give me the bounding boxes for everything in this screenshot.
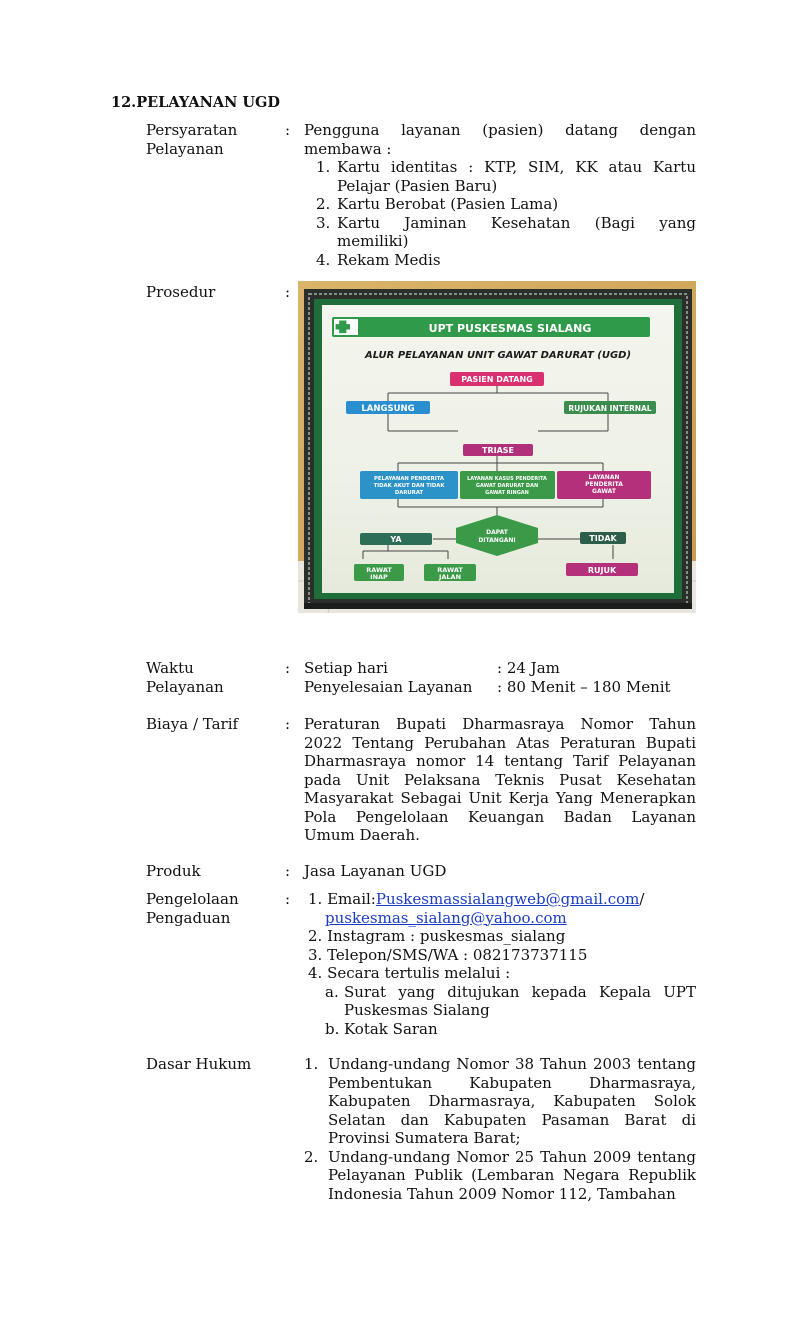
pengaduan-item-email: 1. Email:Puskesmassialangweb@gmail.com/ — [308, 890, 645, 908]
box3-line: PENDERITA — [585, 481, 623, 488]
produk-value: Jasa Layanan UGD — [304, 862, 447, 880]
rawat-jalan-line: RAWAT — [437, 566, 463, 574]
list-item: 1. Kartu identitas : KTP, SIM, KK atau Kartu Pelajar (Pasien Baru) — [316, 158, 696, 195]
dasar-hukum-list — [304, 1055, 696, 1203]
box2-line: GAWAT DARURAT DAN — [475, 483, 539, 489]
waktu-val-1: : 24 Jam — [497, 659, 560, 677]
pasien-datang-box: PASIEN DATANG — [461, 375, 533, 384]
list-item: 2. Undang-undang Nomor 25 Tahun 2009 tentang Pelayanan Publik (Lembaran Negara Republik Indonesia Tahun 2009 Nomor 112, Tambahan — [304, 1147, 696, 1203]
decision-line: DITANGANI — [478, 537, 516, 544]
box1-line: TIDAK AKUT DAN TIDAK — [373, 483, 445, 489]
box1-line: PELAYANAN PENDERITA — [373, 476, 445, 482]
produk-label: Produk — [146, 862, 201, 880]
pengaduan-item-tertulis: 4. Secara tertulis melalui : — [308, 964, 511, 982]
triase-box: TRIASE — [481, 446, 515, 455]
prosedur-label: Prosedur — [146, 283, 216, 301]
colon: : — [285, 659, 291, 677]
pengaduan-sub-b: b. Kotak Saran — [325, 1019, 438, 1038]
decision-line: DAPAT — [486, 529, 508, 536]
box3-line: LAYANAN — [588, 474, 620, 481]
email-link-gmail[interactable]: Puskesmassialangweb@gmail.com — [375, 890, 640, 908]
board-header: UPT PUSKESMAS SIALANG — [428, 322, 592, 335]
board-title: ALUR PELAYANAN UNIT GAWAT DARURAT (UGD) — [364, 350, 632, 361]
colon: : — [285, 715, 291, 733]
colon: : — [285, 890, 291, 908]
ugd-flowchart-board — [298, 281, 696, 613]
rawat-inap-line: RAWAT — [366, 566, 392, 574]
list-item: 2. Kartu Berobat (Pasien Lama) — [316, 195, 559, 213]
colon: : — [285, 121, 291, 139]
list-item: 1. Undang-undang Nomor 38 Tahun 2003 tentang Pembentukan Kabupaten Dharmasraya, Kabupaten Dharmasraya, Kabupaten Solok Selatan dan Kabupaten Pasaman Barat di Provinsi Sumatera Barat; — [304, 1055, 696, 1147]
waktu-key-1: Setiap hari — [304, 659, 388, 677]
list-item: 4. Rekam Medis — [316, 250, 441, 269]
langsung-box: LANGSUNG — [361, 404, 415, 414]
pengaduan-sub-a: a. Surat yang ditujukan kepada Kepala UPT Puskesmas Sialang — [325, 982, 696, 1019]
waktu-label: Waktu Pelayanan — [146, 659, 224, 696]
persyaratan-label: Persyaratan Pelayanan — [146, 121, 238, 158]
box2-line: GAWAT RINGAN — [485, 490, 529, 496]
ya-box: YA — [390, 535, 402, 544]
waktu-val-2: : 80 Menit – 180 Menit — [497, 678, 671, 696]
rujuk-box: RUJUK — [587, 566, 617, 575]
colon: : — [285, 862, 291, 880]
rawat-inap-line: INAP — [370, 573, 388, 581]
colon: : — [285, 283, 291, 301]
pengaduan-label: Pengelolaan Pengaduan — [146, 890, 239, 927]
rawat-jalan-line: JALAN — [438, 573, 462, 581]
flowchart-photo — [298, 281, 696, 613]
waktu-key-2: Penyelesaian Layanan — [304, 678, 473, 696]
dasar-hukum-label: Dasar Hukum — [146, 1055, 252, 1073]
biaya-value: Peraturan Bupati Dharmasraya Nomor Tahun 2022 Tentang Perubahan Atas Peraturan Bupati Dharmasraya nomor 14 tentang Tarif Pelayanan pada Unit Pelaksana Teknis Pusat Kesehatan Masyarakat Sebagai Unit Kerja Yang Menerapkan Pola Pengelolaan Keuangan Badan Layanan Umum Daerah. — [304, 715, 696, 844]
list-item: 3. Kartu Jaminan Kesehatan (Bagi yang memiliki) — [316, 213, 696, 250]
section-title: 12.PELAYANAN UGD — [111, 94, 280, 111]
tidak-box: TIDAK — [589, 534, 617, 543]
rujukan-internal-box: RUJUKAN INTERNAL — [568, 404, 652, 413]
box2-line: LAYANAN KASUS PENDERITA — [467, 476, 547, 482]
biaya-label: Biaya / Tarif — [146, 715, 239, 733]
pengaduan-value — [308, 890, 700, 1038]
persyaratan-value: Pengguna layanan (pasien) datang dengan membawa : 1. Kartu identitas : KTP, SIM, KK atau Kartu Pelajar (Pasien Baru) 2. Kartu Berobat (Pasien Lama) 3. Kartu Jaminan Kesehatan (Bagi yang memiliki) 4. Rekam Medis — [304, 121, 696, 269]
email-link-yahoo[interactable]: puskesmas_sialang@yahoo.com — [325, 908, 567, 927]
pengaduan-item-instagram: 2. Instagram : puskesmas_sialang — [308, 927, 566, 945]
pengaduan-item-telepon: 3. Telepon/SMS/WA : 082173737115 — [308, 945, 588, 964]
persyaratan-list — [304, 158, 696, 269]
box1-line: DARURAT — [394, 490, 424, 496]
box3-line: GAWAT — [592, 488, 616, 495]
